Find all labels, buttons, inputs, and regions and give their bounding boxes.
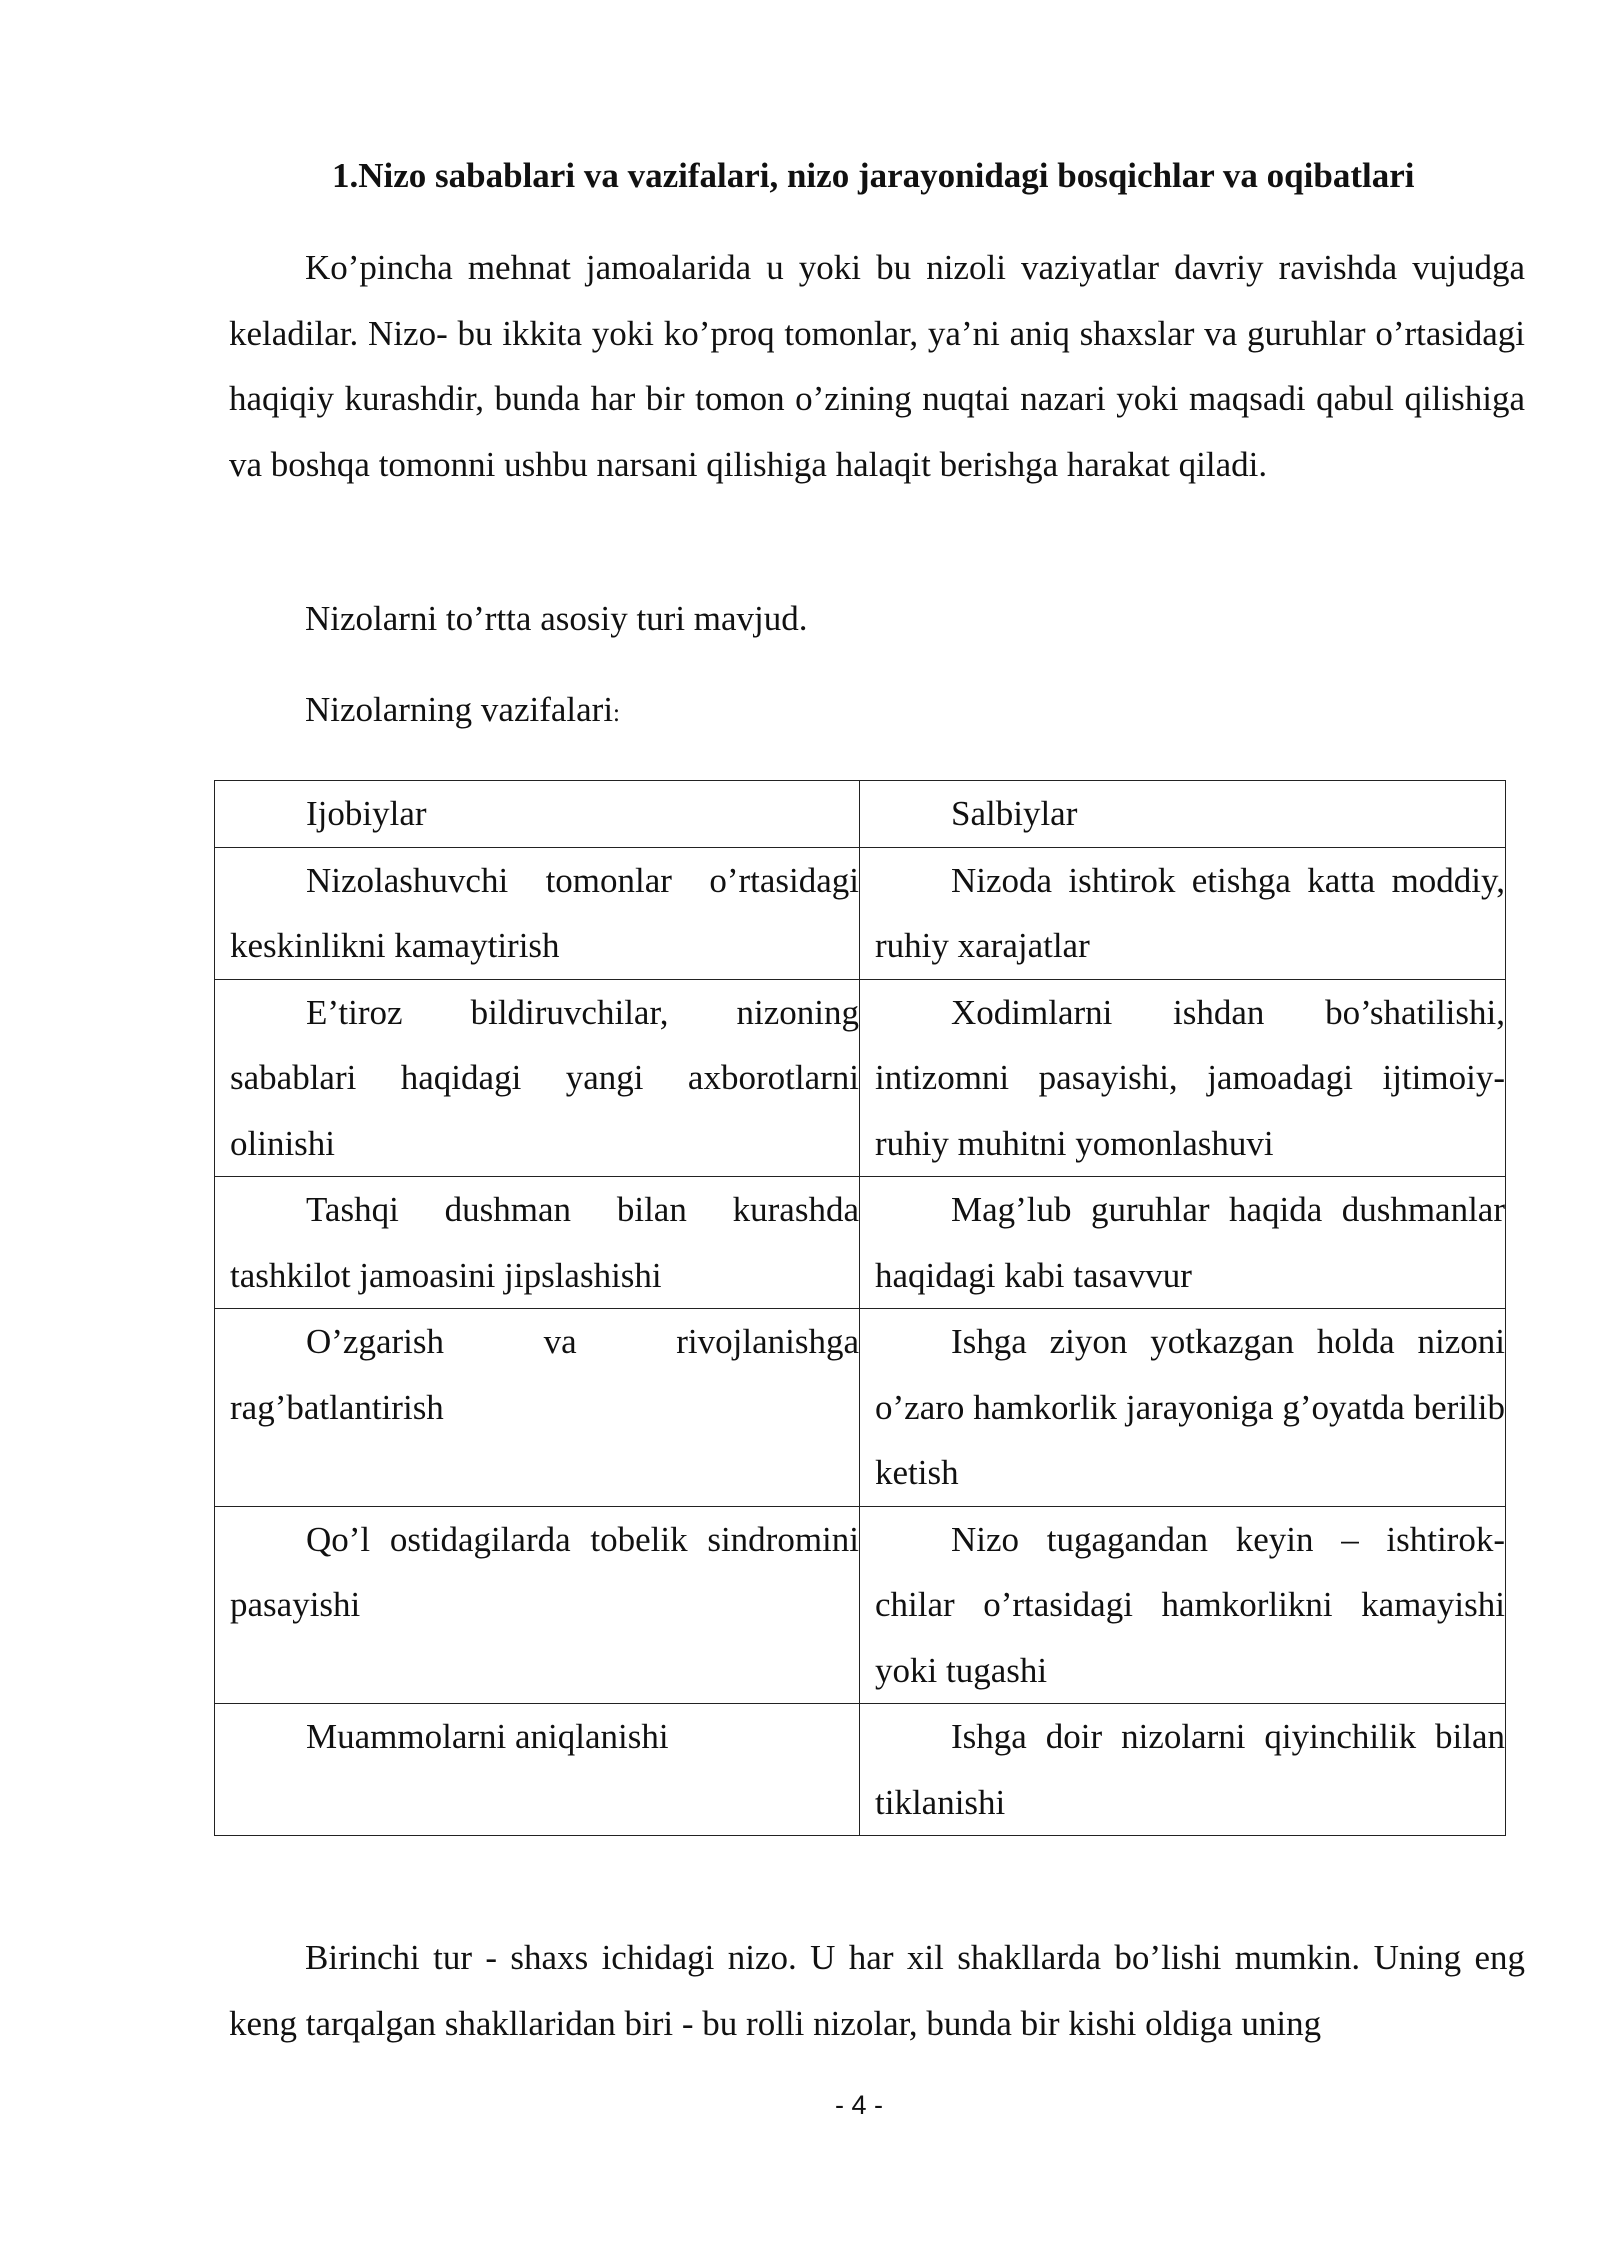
- negative-cell: Ishga ziyon yotkazgan holda nizoni o’zaro hamkorlik jarayoniga g’oyatda berilib ketish: [860, 1309, 1506, 1507]
- table-row: [215, 979, 1506, 1177]
- closing-paragraph: Birinchi tur - shaxs ichidagi nizo. U har xil shakllarda bo’lishi mumkin. Uning eng keng tarqalgan shakllaridan biri - bu rolli nizolar, bunda bir kishi oldiga uning: [229, 1938, 1525, 2043]
- types-sentence: Nizolarni to’rtta asosiy turi mavjud.: [305, 599, 808, 638]
- functions-heading: [305, 688, 620, 736]
- functions-heading-colon: :: [613, 700, 620, 727]
- negative-cell: Nizo tugagandan keyin – ishtirok-chilar o’rtasidagi hamkorlikni kamayishi yoki tugashi: [860, 1506, 1506, 1704]
- table-row: [215, 1704, 1506, 1836]
- negative-cell: Nizoda ishtirok etishga katta moddiy, ruhiy xarajatlar: [860, 847, 1506, 979]
- negative-cell: Xodimlarni ishdan bo’shatilishi, intizomni pasayishi, jamoadagi ijtimoiy-ruhiy muhitni yomonlashuvi: [860, 979, 1506, 1177]
- positive-cell: E’tiroz bildiruvchilar, nizoning sabablari haqidagi yangi axborotlarni olinishi: [215, 979, 860, 1177]
- table-header-row: [215, 781, 1506, 848]
- table-row: [215, 1309, 1506, 1507]
- functions-heading-text: Nizolarning vazifalari: [305, 690, 614, 729]
- positive-cell: Qo’l ostidagilarda tobelik sindromini pasayishi: [215, 1506, 860, 1704]
- positive-cell: O’zgarish va rivojlanishga rag’batlantirish: [215, 1309, 860, 1507]
- intro-paragraph: Ko’pincha mehnat jamoalarida u yoki bu nizoli vaziyatlar davriy ravishda vujudga keladilar. Nizo- bu ikkita yoki ko’proq tomonlar, ya’ni aniq shaxslar va guruhlar o’rtasidagi haqiqiy kurashdir, bunda har bir tomon o’zining nuqtai nazari yoki maqsadi qabul qilishiga va boshqa tomonni ushbu narsani qilishiga halaqit berishga harakat qiladi.: [229, 248, 1525, 484]
- functions-table: [214, 780, 1506, 1836]
- header-positive: Ijobiylar: [215, 781, 860, 848]
- positive-cell: Tashqi dushman bilan kurashda tashkilot jamoasini jipslashishi: [215, 1177, 860, 1309]
- header-negative: Salbiylar: [860, 781, 1506, 848]
- section-heading: 1.Nizo sabablari va vazifalari, nizo jarayonidagi bosqichlar va oqibatlari: [332, 156, 1415, 195]
- positive-cell: Muammolarni aniqlanishi: [215, 1704, 860, 1836]
- table-row: [215, 1177, 1506, 1309]
- table-row: [215, 847, 1506, 979]
- positive-cell: Nizolashuvchi tomonlar o’rtasidagi keskinlikni kamaytirish: [215, 847, 860, 979]
- negative-cell: Mag’lub guruhlar haqida dushmanlar haqidagi kabi tasavvur: [860, 1177, 1506, 1309]
- negative-cell: Ishga doir nizolarni qiyinchilik bilan tiklanishi: [860, 1704, 1506, 1836]
- table-row: [215, 1506, 1506, 1704]
- page-number: - 4 -: [834, 2090, 883, 2120]
